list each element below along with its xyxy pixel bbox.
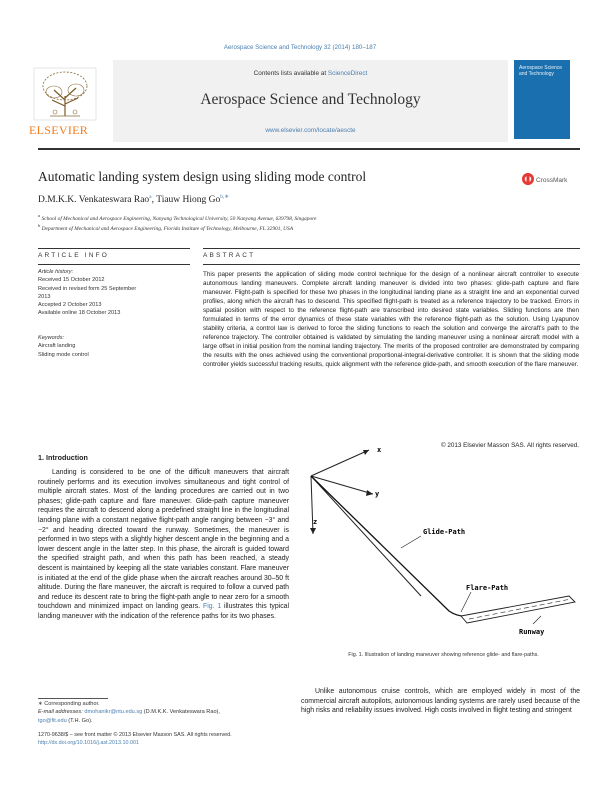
abstract-text: This paper presents the application of sliding mode control technique for the design of a nonlinear aircraft controller to execute autonomous landing maneuvers. Complete aircraft landing maneuver is divided into two phases: glide-path capture and flare maneuver. Flight-path is specified for these two phases in the longitudinal landing plane as a straight line and an exponential curved profiles, along which the aircraft has to descend. This specified flight-path is treated as a reference trajectory to be tracked. Errors in spatial position with respect to the reference flight-path are transcribed into desired state variables. Sliding functions are then formulated in terms of the error dynamics of these state variables with the reference flight-path as the solution. Using Lyapunov stability criteria, a control law is derived to force the sliding functions to reach the solution and converge the aircraft's path to the reference trajectory. The controller obtained is validated by simulating the landing maneuver using a nonlinear aircraft model with a large offset in initial position from the nominal landing trajectory. The merits of the proposed controller are demonstrated by comparing the results with the ones achieved using the conventional proportional-integral-derivative controller. It is shown that the sliding mode controller yields successful tracking results, quick alignment with the reference glide-path, and smooth execution of the flare maneuver. [203, 271, 579, 368]
affiliation-a-mark: a [38, 213, 41, 218]
glide-path-pointer [401, 536, 421, 548]
author-list: D.M.K.K. Venkateswara Rao$^a$, Tiauw Hiong $Go^{b,∗}$ [38, 194, 229, 206]
abstract-heading: ABSTRACT [203, 252, 256, 259]
affiliation-b-mark: b [38, 223, 41, 228]
crossmark-badge[interactable] [521, 172, 581, 186]
history-received: Received 15 October 2012 [38, 277, 105, 284]
keywords-label: Keywords: [38, 335, 65, 341]
flare-path-pointer [461, 592, 471, 612]
axis-z-label: z [313, 518, 318, 526]
corresponding-author-note: ∗ Corresponding author. [38, 701, 100, 707]
axes-origin [310, 450, 421, 596]
history-revised-year: 2013 [38, 293, 51, 300]
history-label: Article history: [38, 269, 74, 275]
intro-paragraph-2: Unlike autonomous cruise controls, which are employed widely in most of the commercial aircraft autopilots, autonomous landing systems are rarely used because of the high risks and reliability issues involved. High costs involved in flight testing and stringent [301, 688, 580, 715]
contents-line [113, 70, 508, 77]
axis-y-label: y [375, 490, 380, 498]
journal-reference[interactable]: Aerospace Science and Technology 32 (2014) 180–187 [223, 44, 377, 51]
author-1-affil[interactable]: a [149, 194, 152, 200]
flare-path-label: Flare-Path [466, 584, 509, 592]
abstract-rule-top [203, 248, 580, 249]
intro-paragraph-1 [38, 468, 289, 622]
abstract-rule-mid [203, 264, 580, 265]
article-info-rule-top [38, 248, 190, 249]
intro-left-column [38, 468, 289, 622]
author-2[interactable]: Tiauw Hiong Go [156, 195, 221, 206]
issn-line: 1270-9638/$ – see front matter © 2013 Elsevier Masson SAS. All rights reserved. [38, 732, 232, 738]
intro-right-column [301, 687, 580, 716]
email-2-owner: (T.H. Go). [66, 717, 93, 724]
contents-prefix: Contents lists available at [253, 70, 328, 77]
figure-1-caption: Fig. 1. Illustration of landing maneuver showing reference glide- and flare-paths. [348, 652, 539, 658]
intro-para1-end: illustrates this typical landing maneuver with the indication of the reference paths for its two phases. [38, 603, 290, 620]
section-heading-introduction: 1. Introduction [38, 453, 88, 462]
footnote-divider [38, 698, 108, 699]
article-title: Automatic landing system design using sliding mode control [38, 169, 367, 184]
journal-url-link[interactable]: www.elsevier.com/locate/aescte [265, 127, 356, 134]
keywords [38, 334, 89, 359]
author-1[interactable]: D.M.K.K. Venkateswara Rao [38, 195, 150, 206]
email-1-owner: (D.M.K.K. Venkateswara Rao), [142, 709, 220, 716]
affiliation-b [38, 223, 293, 232]
keyword-1: Aircraft landing [38, 343, 76, 350]
runway-pointer [533, 616, 541, 624]
fig-1-link[interactable]: Fig. 1 [203, 603, 222, 611]
journal-title: Aerospace Science and Technology [200, 91, 421, 108]
doi-link[interactable]: http://dx.doi.org/10.1016/j.ast.2013.10.001 [38, 740, 140, 746]
figure-1-landing-diagram [301, 446, 586, 651]
glide-path-label: Glide-Path [423, 528, 466, 536]
footnote-corresponding [38, 700, 220, 725]
cover-title: Aerospace Science and Technology [519, 65, 563, 77]
email-1-link[interactable]: dmohanikr@ntu.edu.sg [84, 709, 143, 716]
sciencedirect-link[interactable]: ScienceDirect [327, 70, 368, 77]
article-info-heading: ARTICLE INFO [38, 252, 110, 259]
author-2-affil[interactable]: b,∗ [220, 194, 229, 200]
email-label: E-mail addresses: [38, 709, 85, 716]
axis-x-label: x [377, 446, 382, 454]
publisher-name: ELSEVIER [29, 123, 89, 137]
affiliation-b-text: Department of Mechanical and Aerospace Engineering, Florida Institute of Technology, Melbourne, FL 32901, USA [41, 225, 293, 232]
issn-block [38, 731, 232, 747]
email-2-link[interactable]: tgo@fit.edu [38, 717, 67, 724]
article-info-rule-bottom [38, 264, 190, 265]
intro-para1-text: Landing is considered to be one of the difficult maneuvers that aircraft routinely performs and its execution involves simultaneous and tight control of multiple aircraft states. Most of the landing procedures are carried out in two phases; glide-path capture and flare maneuver. Glide-path capture maneuver requires the aircraft to descend along a predefined straight line in the longitudinal landing plane with a constant negative flight-path angle ranging between −3° and −2° and heading directed toward the runway. Sometimes, the maneuver is performed in two steps with a slightly higher descent angle in the beginning and a lower descent angle in the latter step. In this phase, the aircraft is guided toward the specified straight path, and when this path has been reached, a steady descent is maintained by keeping all the state variables constant. Flare maneuver is initiated at the end of the glide phase when the aircraft reaches around 30–50 ft altitude. During the flare maneuver, the aircraft is required to follow a curved path and reduce its descent rate to bring the flight-path angle to near zero for a smooth touchdown and minimized impact on landing gears. [38, 469, 289, 611]
crossmark-label: CrossMark [536, 177, 568, 184]
history-online: Available online 18 October 2013 [38, 310, 121, 317]
affiliation-a-text: School of Mechanical and Aerospace Engineering, Nanyang Technological University, 50 Nanyang Avenue, 639798, Singapore [41, 215, 317, 222]
keyword-2: Sliding mode control [38, 351, 89, 358]
copyright-notice: © 2013 Elsevier Masson SAS. All rights reserved. [441, 442, 579, 449]
history-revised: Received in revised form 25 September [38, 285, 137, 292]
article-history [38, 268, 136, 318]
history-accepted: Accepted 2 October 2013 [38, 302, 102, 309]
header-divider [38, 148, 580, 150]
runway-label: Runway [519, 628, 545, 636]
affiliation-a [38, 213, 316, 222]
